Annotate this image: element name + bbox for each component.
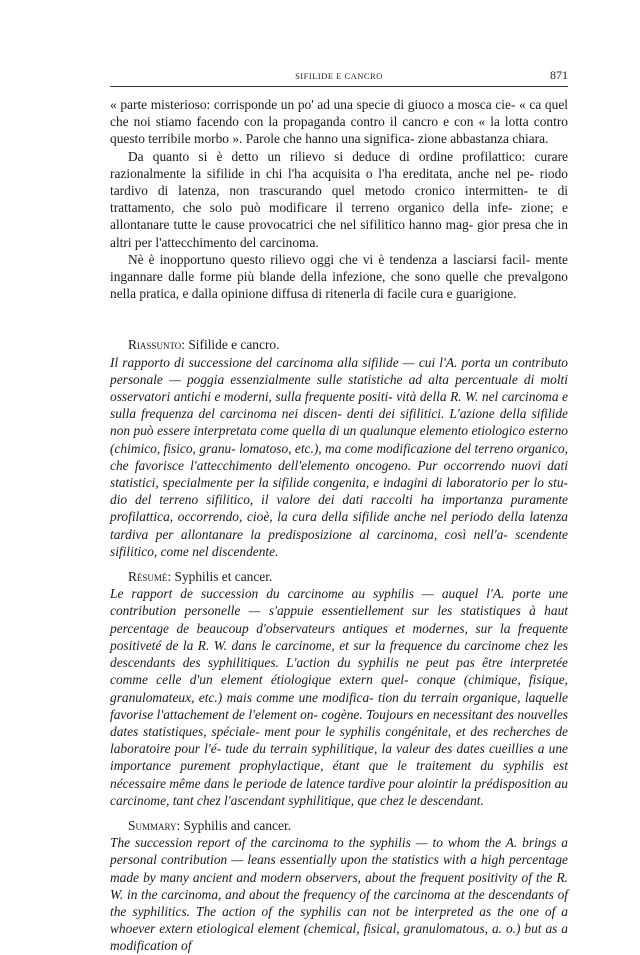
running-title: SIFILIDE E CANCRO [295,71,383,81]
page-number: 871 [550,68,568,82]
riassunto-section [110,336,568,560]
resume-section [110,568,568,809]
riassunto-heading [110,336,568,353]
resume-label: Résumé [128,569,168,585]
page-body [110,96,568,955]
header-rule [110,86,568,87]
summary-section [110,817,568,955]
resume-title: : Syphilis et cancer. [167,569,273,585]
body-paragraph-3: Nè è inopportuno questo rilievo oggi che vi è tendenza a lasciarsi facil- mente ingannare dalle forme più blande della infezione, che sono quelle che prevalgono nella pratica, e dalla opinione diffusa di ritenerla di facile cura e guarigione. [110,251,568,302]
summary-title: : Syphilis and cancer. [176,817,292,833]
summary-heading [110,817,568,834]
summary-text: The succession report of the carcinoma to the syphilis — to whom the A. brings a personal contribution — leans essentially upon the statistics with a high percentage made by many ancient and modern observers, about the frequent positivity of the R. W. in the carcinoma, and about the frequency of the carcinoma at the descendants of the syphilitics. The action of the syphilis can not be interpreted as the one of a whoever extern etiological element (chemical, fisical, granulomatous, a. o.) but as a modification of [110,835,568,954]
resume-heading [110,568,568,585]
running-header [110,68,568,84]
summary-label: Summary [128,817,177,833]
resume-text: Le rapport de succession du carcinome au syphilis — auquel l'A. porte une contribution personelle — s'appuie essentiellement sur les statistiques à haut percentage de beaucoup d'observateurs antiques et modernes, sur la frequente positiveté de la R. W. dans le carcinome, et sur la frequence du carcinome chez les descendants des syphilitiques. L'action du syphilis ne peut pas être interpretée comme celle d'un element étiologique extern quel- conque (chimique, fisique, granulomateux, etc.) mais comme une modifica- tion du terrain organique, laquelle favorise l'attachement de l'element on- cogène. Toujours en necessitant des nouvelles dates statistiques, spéciale- ment pour le syphilis congénitale, et des recherches de laboratoire pour l'é- tude du terrain syphilitique, la valeur des dates cueillies a une importance purement prophylactique, étant que le traitement du syphilis est nécessaire même dans le periode de latence tardive pour alointir la prédisposition au carcinome, tant chez l'ascendant syphilitique, que chez le descendant. [110,586,568,808]
body-paragraph-2: Da quanto si è detto un rilievo si deduce di ordine profilattico: curare razionalmente la sifilide in chi l'ha acquisita o l'ha ereditata, anche nel pe- riodo tardivo di latenza, non trascurando quel metodo cronico intermitten- te di trattamento, che solo può modificare il terreno organico della infe- zione; e allontanare tutte le cause provocatrici che nel sifilitico hanno mag- gior presa che in altri per l'attecchimento del carcinoma. [110,148,568,250]
riassunto-title: : Sifilide e cancro. [181,337,280,353]
riassunto-text: Il rapporto di successione del carcinoma alla sifilide — cui l'A. porta un contributo personale — poggia essenzialmente sulle statistiche ad alta percentuale di molti osservatori antichi e moderni, sulla frequente positi- vità della R. W. nel carcinoma e sulla frequenza del carcinoma nei discen- denti dei sifilitici. L'azione della sifilide non può essere interpretata come quella di un qualunque elemento etiologico esterno (chimico, fisico, granu- lomatoso, etc.), ma come modificazione del terreno organico, che favorisce l'attecchimento dell'elemento oncogeno. Pur occorrendo nuovi dati statistici, specialmente per la sifilide congenita, e indagini di laboratorio per lo stu- dio del terreno sifilitico, il valore dei dati raccolti ha importanza puramente profilattica, occorrendo, cioè, la cura della sifilide anche nel periodo della latenza tardiva per allontanare la predisposizione al carcinoma, così nell'a- scendente sifilitico, come nel discendente. [110,354,568,559]
riassunto-label: Riassunto [128,337,182,353]
body-paragraph-1: « parte misterioso: corrisponde un po' ad una specie di giuoco a mosca cie- « ca quel che noi stiamo facendo con la propaganda contro il cancro e con « la lotta contro questo terribile morbo ». Parole che hanno una significa- zione abbastanza chiara. [110,97,568,147]
